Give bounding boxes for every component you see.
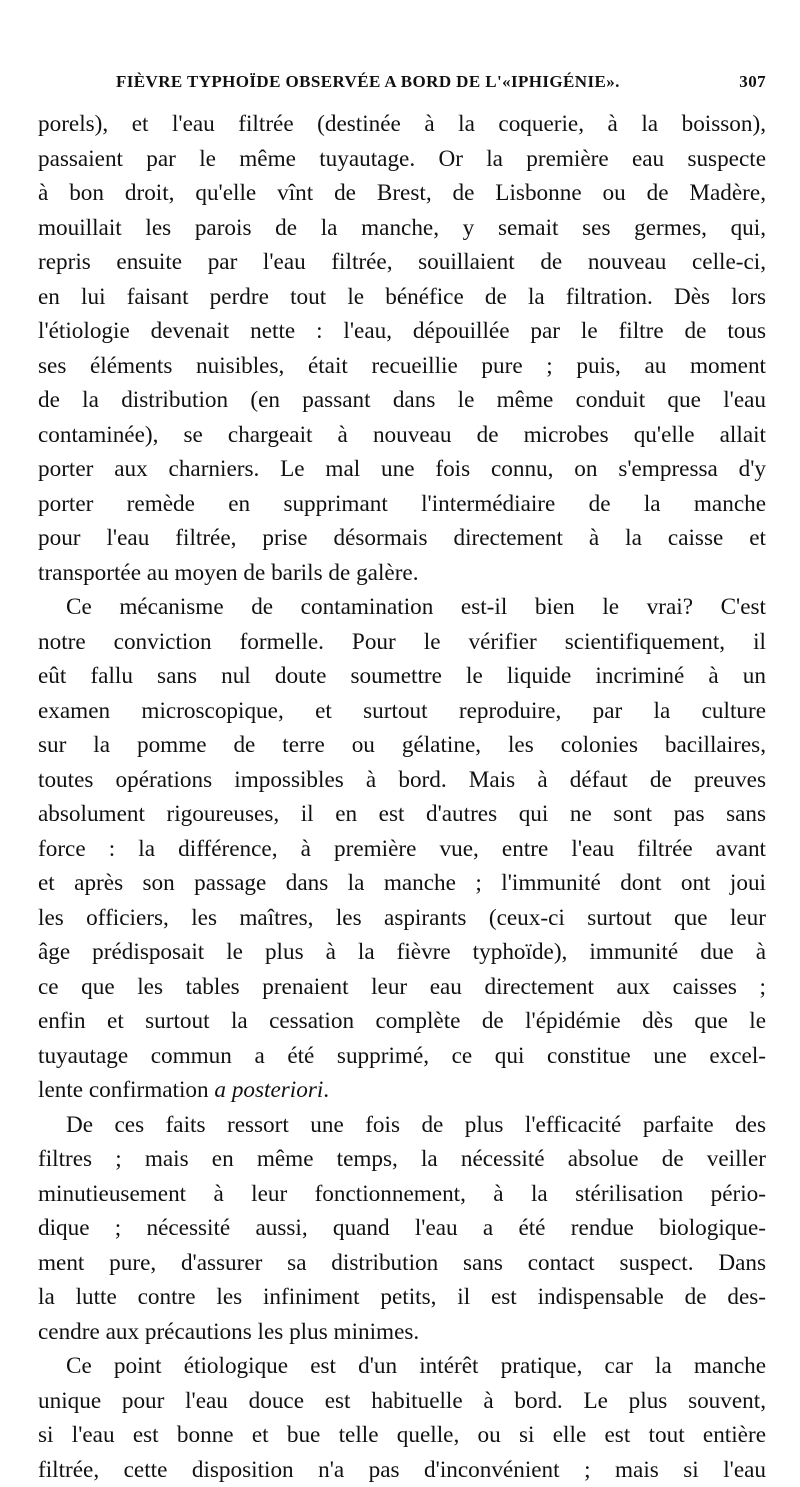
text-line [38, 1073, 766, 1108]
text-line: examen microscopique, et surtout reproduire, par la culture [38, 694, 766, 729]
text-line: porter aux charniers. Le mal une fois connu, on s'empressa d'y [38, 452, 766, 487]
text-fragment: lente confirmation [38, 1077, 214, 1103]
text-fragment: . [323, 1077, 329, 1103]
body-text [38, 107, 766, 1487]
text-line: eût fallu sans nul doute soumettre le liquide incriminé à un [38, 659, 766, 694]
text-line: minutieusement à leur fonctionnement, à la stérilisation pério- [38, 1177, 766, 1212]
text-line: l'étiologie devenait nette : l'eau, dépouillée par le filtre de tous [38, 314, 766, 349]
italic-phrase: a posteriori [214, 1077, 323, 1103]
text-line: notre conviction formelle. Pour le vérifier scientifiquement, il [38, 625, 766, 660]
running-title: FIÈVRE TYPHOÏDE OBSERVÉE A BORD DE L'«IPHIGÉNIE». [116, 72, 620, 92]
text-line: la lutte contre les infiniment petits, il est indispensable de des- [38, 1280, 766, 1315]
paragraph [38, 107, 766, 590]
text-line: contaminée), se chargeait à nouveau de microbes qu'elle allait [38, 418, 766, 453]
text-line: en lui faisant perdre tout le bénéfice de la filtration. Dès lors [38, 280, 766, 315]
text-line: de la distribution (en passant dans le même conduit que l'eau [38, 383, 766, 418]
text-line: absolument rigoureuses, il en est d'autres qui ne sont pas sans [38, 797, 766, 832]
text-line: Ce mécanisme de contamination est-il bien le vrai? C'est [38, 590, 766, 625]
text-line: cendre aux précautions les plus minimes. [38, 1315, 766, 1350]
text-line: filtres ; mais en même temps, la nécessité absolue de veiller [38, 1142, 766, 1177]
page-number: 307 [739, 72, 766, 92]
book-page [38, 0, 766, 1472]
text-line: repris ensuite par l'eau filtrée, souillaient de nouveau celle-ci, [38, 245, 766, 280]
text-line: De ces faits ressort une fois de plus l'efficacité parfaite des [38, 1108, 766, 1143]
text-line: les officiers, les maîtres, les aspirants (ceux-ci surtout que leur [38, 901, 766, 936]
paragraph [38, 1349, 766, 1487]
text-line: si l'eau est bonne et bue telle quelle, ou si elle est tout entière [38, 1418, 766, 1453]
text-line: âge prédisposait le plus à la fièvre typhoïde), immunité due à [38, 935, 766, 970]
text-line: pour l'eau filtrée, prise désormais directement à la caisse et [38, 521, 766, 556]
text-line: tuyautage commun a été supprimé, ce qui constitue une excel- [38, 1039, 766, 1074]
text-line: ce que les tables prenaient leur eau directement aux caisses ; [38, 970, 766, 1005]
text-line: ses éléments nuisibles, était recueillie pure ; puis, au moment [38, 349, 766, 384]
paragraph [38, 590, 766, 1108]
text-line: toutes opérations impossibles à bord. Mais à défaut de preuves [38, 763, 766, 798]
text-line: passaient par le même tuyautage. Or la première eau suspecte [38, 142, 766, 177]
text-line: transportée au moyen de barils de galère. [38, 556, 766, 591]
text-line: porter remède en supprimant l'intermédiaire de la manche [38, 487, 766, 522]
text-line: filtrée, cette disposition n'a pas d'inconvénient ; mais si l'eau [38, 1453, 766, 1487]
text-line: porels), et l'eau filtrée (destinée à la coquerie, à la boisson), [38, 107, 766, 142]
text-line: ment pure, d'assurer sa distribution sans contact suspect. Dans [38, 1246, 766, 1281]
running-head [116, 72, 766, 92]
text-line: sur la pomme de terre ou gélatine, les colonies bacillaires, [38, 728, 766, 763]
text-line: enfin et surtout la cessation complète de l'épidémie dès que le [38, 1004, 766, 1039]
text-line: Ce point étiologique est d'un intérêt pratique, car la manche [38, 1349, 766, 1384]
text-line: mouillait les parois de la manche, y semait ses germes, qui, [38, 211, 766, 246]
text-line: dique ; nécessité aussi, quand l'eau a été rendue biologique- [38, 1211, 766, 1246]
text-line: et après son passage dans la manche ; l'immunité dont ont joui [38, 866, 766, 901]
text-line: à bon droit, qu'elle vînt de Brest, de Lisbonne ou de Madère, [38, 176, 766, 211]
text-line: unique pour l'eau douce est habituelle à bord. Le plus souvent, [38, 1384, 766, 1419]
text-line: force : la différence, à première vue, entre l'eau filtrée avant [38, 832, 766, 867]
paragraph [38, 1108, 766, 1350]
